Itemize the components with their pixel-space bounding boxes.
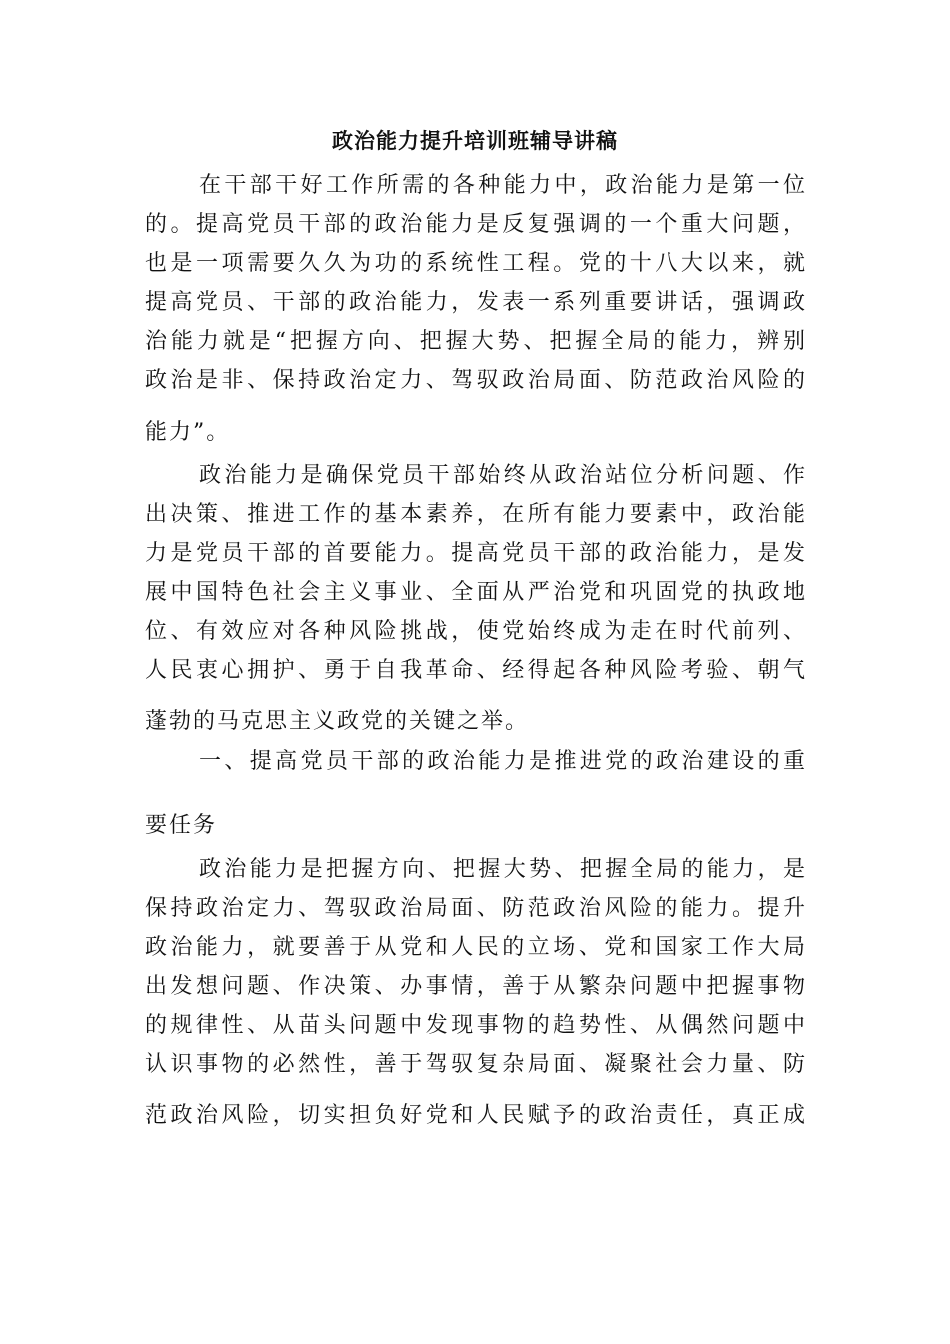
paragraph-line: 力是党员干部的首要能力。提高党员干部的政治能力，是发 bbox=[145, 541, 805, 566]
paragraph-line: 政治能力是确保党员干部始终从政治站位分析问题、作 bbox=[199, 463, 805, 488]
paragraph-line: 范政治风险，切实担负好党和人民赋予的政治责任，真正成 bbox=[145, 1103, 805, 1128]
paragraph-line: 的。提高党员干部的政治能力是反复强调的一个重大问题， bbox=[145, 212, 805, 237]
paragraph-line: 保持政治定力、驾驭政治局面、防范政治风险的能力。提升 bbox=[145, 896, 805, 921]
paragraph-line: 政治能力是把握方向、把握大势、把握全局的能力，是 bbox=[199, 857, 805, 882]
paragraph-line: 治能力就是“把握方向、把握大势、把握全局的能力，辨别 bbox=[145, 329, 805, 354]
paragraph-line: 出发想问题、作决策、办事情，善于从繁杂问题中把握事物 bbox=[145, 974, 805, 999]
paragraph-line: 人民衷心拥护、勇于自我革命、经得起各种风险考验、朝气 bbox=[145, 658, 805, 683]
paragraph-line: 展中国特色社会主义事业、全面从严治党和巩固党的执政地 bbox=[145, 580, 805, 605]
paragraph-line: 也是一项需要久久为功的系统性工程。党的十八大以来，就 bbox=[145, 251, 805, 276]
section-heading-line: 要任务 bbox=[145, 813, 218, 838]
paragraph-line: 认识事物的必然性，善于驾驭复杂局面、凝聚社会力量、防 bbox=[145, 1052, 805, 1077]
section-heading-line: 一、提高党员干部的政治能力是推进党的政治建设的重 bbox=[199, 749, 805, 774]
paragraph-line: 在干部干好工作所需的各种能力中，政治能力是第一位 bbox=[199, 173, 805, 198]
paragraph-line: 政治是非、保持政治定力、驾驭政治局面、防范政治风险的 bbox=[145, 368, 805, 393]
paragraph-line: 能力”。 bbox=[145, 420, 231, 445]
paragraph-line: 政治能力，就要善于从党和人民的立场、党和国家工作大局 bbox=[145, 935, 805, 960]
paragraph-line: 位、有效应对各种风险挑战，使党始终成为走在时代前列、 bbox=[145, 619, 805, 644]
document-title: 政治能力提升培训班辅导讲稿 bbox=[332, 129, 618, 153]
paragraph-line: 出决策、推进工作的基本素养，在所有能力要素中，政治能 bbox=[145, 502, 805, 527]
paragraph-line: 的规律性、从苗头问题中发现事物的趋势性、从偶然问题中 bbox=[145, 1013, 805, 1038]
paragraph-line: 蓬勃的马克思主义政党的关键之举。 bbox=[145, 709, 530, 734]
paragraph-line: 提高党员、干部的政治能力，发表一系列重要讲话，强调政 bbox=[145, 290, 805, 315]
